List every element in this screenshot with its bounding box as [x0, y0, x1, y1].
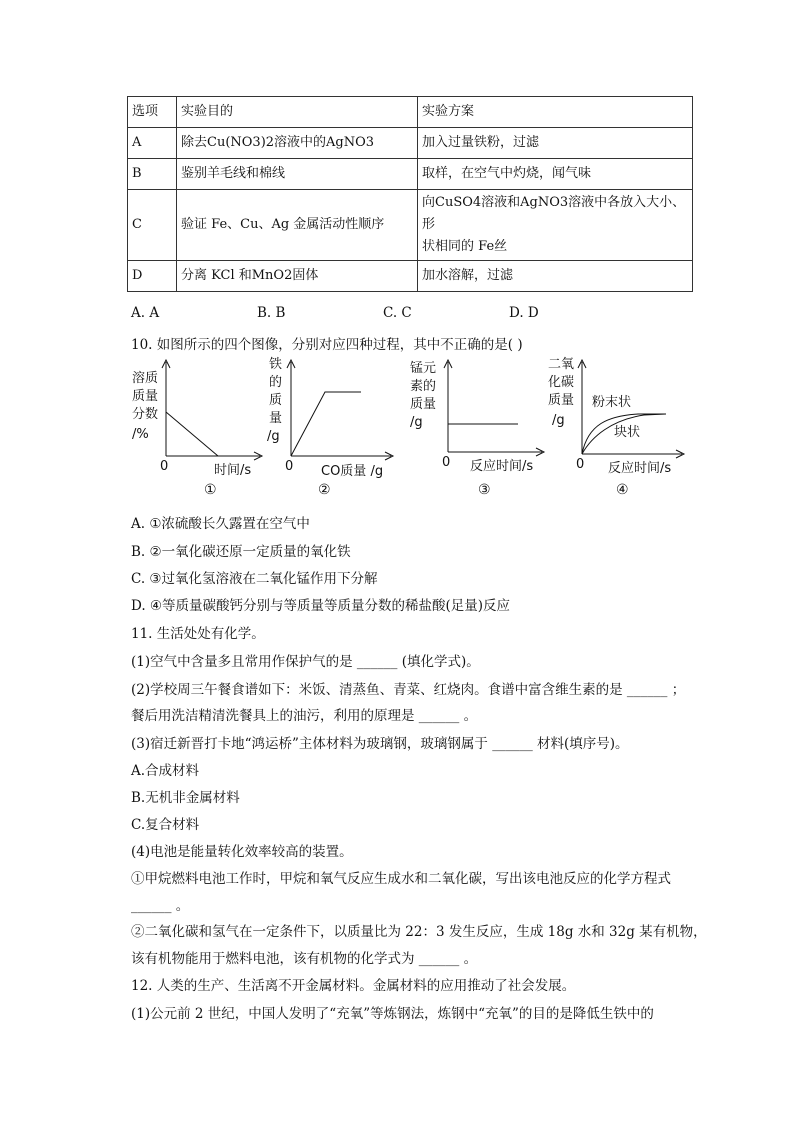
row-purpose: 验证 Fe、Cu、Ag 金属活动性顺序: [177, 190, 418, 261]
q9-option-a: A. A: [131, 305, 160, 321]
figure-4-number: ④: [616, 482, 629, 498]
q11-line-8: (4)电池是能量转化效率较高的装置。: [131, 844, 353, 860]
q11-stem: 11. 生活处处有化学。: [131, 626, 265, 642]
f3-ylabel-1: 锰元: [410, 361, 437, 376]
figure-3: [408, 354, 548, 480]
q11-line-9: ①甲烷燃料电池工作时，甲烷和氧气反应生成水和二氧化碳，写出该电池反应的化学方程式: [131, 871, 671, 887]
q10-option-d: D. ④等质量碳酸钙分别与等质量等质量分数的稀盐酸(足量)反应: [131, 598, 511, 614]
f1-xlabel: 时间/s: [214, 463, 252, 478]
row-option: A: [128, 128, 177, 159]
row-plan-line2: 状相同的 Fe丝: [422, 239, 508, 254]
q10-option-b: B. ②一氧化碳还原一定质量的氧化铁: [131, 544, 351, 560]
header-option: 选项: [128, 97, 177, 128]
f2-ylabel-5: /g: [267, 429, 280, 444]
f2-origin: 0: [285, 459, 294, 474]
q12-stem: 12. 人类的生产、生活离不开金属材料。金属材料的应用推动了社会发展。: [131, 978, 576, 994]
q10-option-a: A. ①浓硫酸长久露置在空气中: [131, 516, 310, 532]
header-plan: 实验方案: [418, 97, 693, 128]
row-plan: 取样，在空气中灼烧，闻气味: [418, 159, 693, 190]
q11-line-6: B.无机非金属材料: [131, 790, 240, 806]
figure-2-number: ②: [318, 482, 331, 498]
f3-xlabel: 反应时间/s: [470, 459, 534, 474]
f2-ylabel-2: 的: [269, 375, 283, 390]
q11-line-10: ______ 。: [131, 898, 190, 914]
f1-ylabel-2: 质量: [132, 389, 159, 404]
f4-origin: 0: [576, 457, 585, 472]
row-purpose: 除去Cu(NO3)2溶液中的AgNO3: [177, 128, 418, 159]
f1-ylabel-4: /%: [132, 427, 149, 442]
figure-1-number: ①: [204, 482, 217, 498]
q9-option-d: D. D: [509, 305, 539, 321]
row-purpose: 鉴别羊毛线和棉线: [177, 159, 418, 190]
figure-3-number: ③: [478, 482, 491, 498]
q11-line-5: A.合成材料: [131, 763, 200, 779]
f1-ylabel-3: 分数: [132, 407, 159, 422]
q11-line-1: (1)空气中含量多且常用作保护气的是 ______ (填化学式)。: [131, 654, 480, 670]
row-plan: 加入过量铁粉，过滤: [418, 128, 693, 159]
q11-line-3: 餐后用洗洁精清洗餐具上的油污，利用的原理是 ______ 。: [131, 708, 478, 724]
header-purpose: 实验目的: [177, 97, 418, 128]
table-row: [128, 190, 693, 261]
row-plan: 加水溶解，过滤: [418, 261, 693, 292]
table-row: [128, 128, 693, 159]
f2-ylabel-3: 质: [269, 393, 283, 408]
row-option: B: [128, 159, 177, 190]
f3-ylabel-3: 质量: [410, 397, 437, 412]
q10-stem: 10. 如图所示的四个图像，分别对应四种过程，其中不正确的是( ): [131, 337, 523, 353]
row-purpose: 分离 KCl 和MnO2固体: [177, 261, 418, 292]
f2-ylabel-1: 铁: [269, 357, 283, 372]
f2-ylabel-4: 量: [269, 411, 283, 426]
figure-4: [548, 354, 688, 480]
row-plan-line1: 向CuSO4溶液和AgNO3溶液中各放入大小、形: [422, 195, 686, 232]
experiment-table: [127, 96, 693, 292]
q9-option-c: C. C: [383, 305, 412, 321]
f1-origin: 0: [160, 459, 169, 474]
f4-ylabel-2: 化碳: [548, 375, 575, 390]
q12-line-1: (1)公元前 2 世纪，中国人发明了“充氧”等炼钢法，炼钢中“充氧”的目的是降低生铁中的: [131, 1006, 654, 1022]
f2-series-line: [291, 392, 361, 456]
f2-xlabel: CO质量 /g: [321, 464, 384, 479]
q11-line-11: ②二氧化碳和氢气在一定条件下，以质量比为 22：3 发生反应，生成 18g 水和 32g 某有机物，: [131, 924, 707, 940]
q11-line-7: C.复合材料: [131, 817, 200, 833]
q11-line-4: (3)宿迁新晋打卡地“鸿运桥”主体材料为玻璃钢，玻璃钢属于 ______ 材料(填序号)。: [131, 736, 629, 752]
q10-figures: [128, 354, 688, 504]
f3-ylabel-4: /g: [410, 415, 423, 430]
f3-ylabel-2: 素的: [410, 379, 437, 394]
f4-xlabel: 反应时间/s: [608, 461, 672, 476]
f3-origin: 0: [442, 455, 451, 470]
f4-ylabel-1: 二氧: [548, 357, 575, 372]
table-row: [128, 261, 693, 292]
q9-option-b: B. B: [257, 305, 286, 321]
figure-1: [128, 354, 268, 480]
row-plan: [418, 190, 693, 261]
row-option: D: [128, 261, 177, 292]
q11-line-2: (2)学校周三午餐食谱如下：米饭、清蒸鱼、青菜、红烧肉。食谱中富含维生素的是 ______ ；: [131, 682, 686, 698]
q10-option-c: C. ③过氧化氢溶液在二氧化锰作用下分解: [131, 571, 378, 587]
q11-line-12: 该有机物能用于燃料电池，该有机物的化学式为 ______ 。: [131, 951, 478, 967]
table-header-row: [128, 97, 693, 128]
f4-curve-label-powder: 粉末状: [592, 395, 632, 410]
table-row: [128, 159, 693, 190]
f4-ylabel-3: 质量: [548, 393, 575, 408]
f4-curve-label-lump: 块状: [614, 425, 641, 440]
f1-ylabel-1: 溶质: [132, 371, 159, 386]
row-option: C: [128, 190, 177, 261]
f4-ylabel-4: /g: [552, 413, 565, 428]
figure-2: [263, 354, 398, 480]
f1-series-line: [166, 412, 218, 456]
